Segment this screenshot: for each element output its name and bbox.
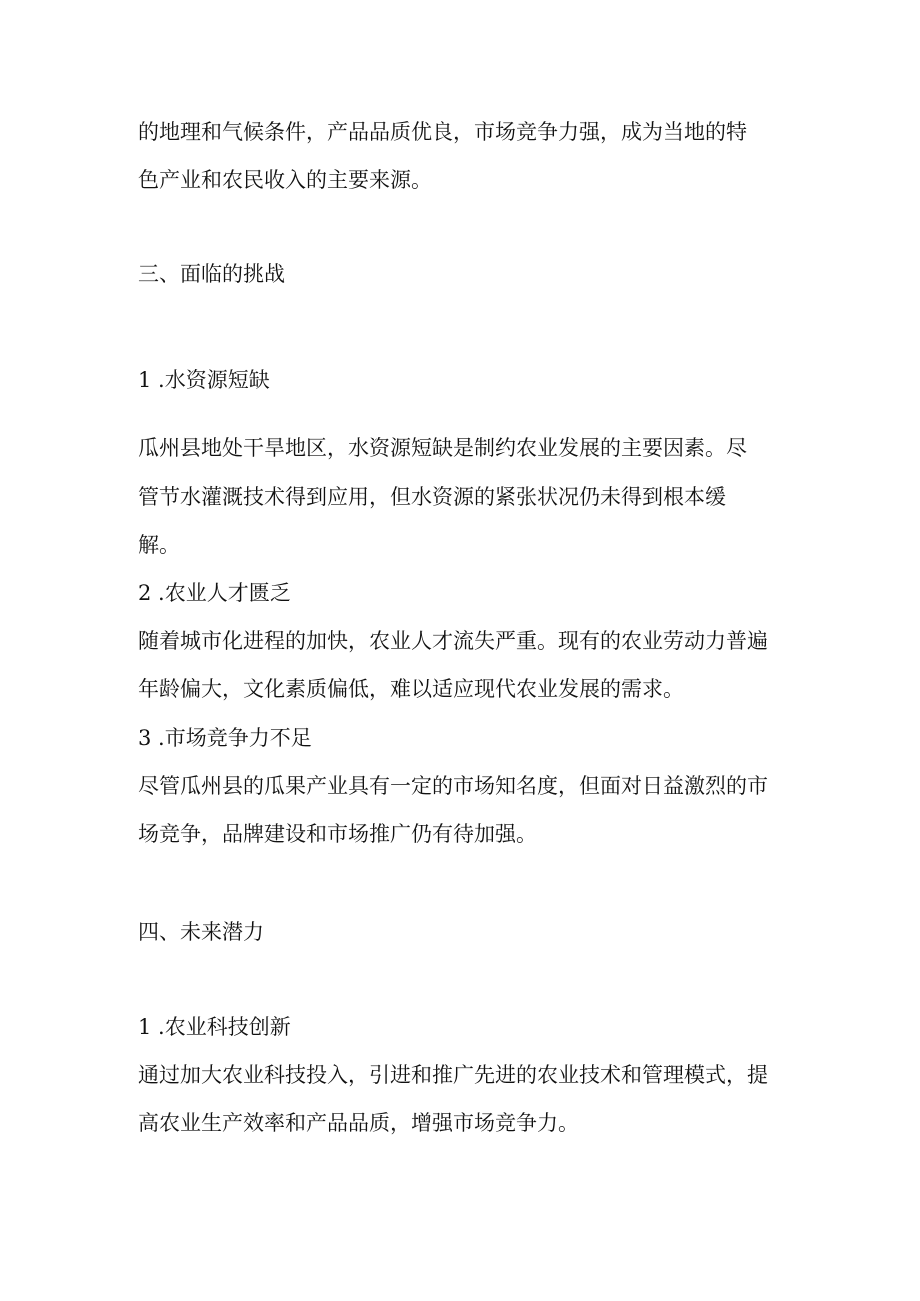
section-heading-future-potential: 四、未来潜力 bbox=[138, 920, 264, 944]
paragraph-line: 管节水灌溉技术得到应用，但水资源的紧张状况仍未得到根本缓 bbox=[138, 485, 726, 509]
subsection-heading-talent-shortage: 2 .农业人才匮乏 bbox=[138, 581, 291, 605]
paragraph-line: 场竞争，品牌建设和市场推广仍有待加强。 bbox=[138, 822, 537, 846]
subsection-heading-market-competitiveness: 3 .市场竞争力不足 bbox=[138, 726, 312, 750]
paragraph-line: 解。 bbox=[138, 533, 180, 557]
subsection-heading-tech-innovation: 1 .农业科技创新 bbox=[138, 1015, 291, 1039]
paragraph-line: 瓜州县地处干旱地区，水资源短缺是制约农业发展的主要因素。尽 bbox=[138, 436, 747, 460]
paragraph-line: 高农业生产效率和产品品质，增强市场竞争力。 bbox=[138, 1111, 579, 1135]
subsection-heading-water-shortage: 1 .水资源短缺 bbox=[138, 368, 270, 392]
intro-paragraph-line: 色产业和农民收入的主要来源。 bbox=[138, 168, 432, 192]
section-heading-challenges: 三、面临的挑战 bbox=[138, 262, 285, 286]
intro-paragraph-line: 的地理和气候条件，产品品质优良，市场竞争力强，成为当地的特 bbox=[138, 120, 747, 144]
paragraph-line: 随着城市化进程的加快，农业人才流失严重。现有的农业劳动力普遍 bbox=[138, 629, 768, 653]
paragraph-line: 通过加大农业科技投入，引进和推广先进的农业技术和管理模式，提 bbox=[138, 1063, 768, 1087]
paragraph-line: 尽管瓜州县的瓜果产业具有一定的市场知名度，但面对日益激烈的市 bbox=[138, 774, 768, 798]
paragraph-line: 年龄偏大，文化素质偏低，难以适应现代农业发展的需求。 bbox=[138, 677, 684, 701]
